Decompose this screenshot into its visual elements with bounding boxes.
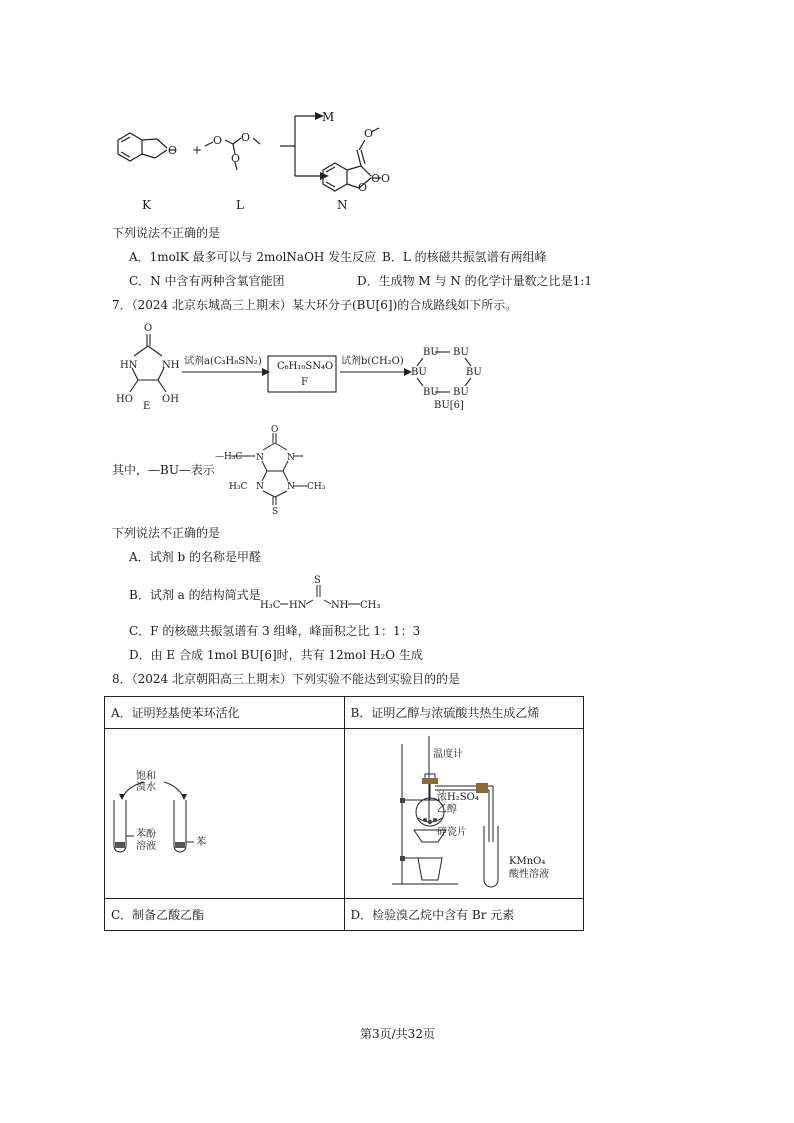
svg-text:—H₃C: —H₃C [215,452,243,462]
svg-text:N: N [256,482,264,492]
q6-option-c: C．N 中含有两种含氧官能团 [129,274,285,288]
svg-text:O: O [213,134,223,147]
svg-text:O: O [381,172,391,185]
q7-option-b: B．试剂 a 的结构简式是 [129,588,261,602]
q8-a-reagent-line1: 饱和 [136,771,156,782]
q7-box-label: F [301,377,308,388]
svg-text:O: O [241,131,251,144]
q6-label-m: M [322,110,335,124]
q8-diagram-b-apparatus [388,734,578,890]
q8-cell-d: D．检验溴乙烷中含有 Br 元素 [344,899,584,931]
q6-label-n: N [337,198,348,212]
q8-b-thermometer-label: 温度计 [433,749,463,760]
q6-label-k: K [142,198,151,212]
svg-text:HO: HO [116,394,133,405]
q7-bu-top-left: BU [423,347,439,358]
q6-plus-sign: + [192,143,203,157]
svg-text:NH: NH [331,600,349,611]
q7-bu-mid-left: BU [411,367,427,378]
svg-text:HN: HN [120,360,138,371]
q8-title: 8．（2024 北京朝阳高三上期末）下列实验不能达到实验目的的是 [112,672,460,686]
q6-option-a: A．1molK 最多可以与 2molNaOH 发生反应 [129,250,377,264]
svg-text:O: O [364,127,374,140]
svg-text:S: S [314,575,321,586]
svg-text:O: O [271,425,279,435]
svg-text:H₃C: H₃C [229,482,248,492]
q7-bu-note: 其中，—BU—表示 [112,463,215,477]
q7-bu-structure [215,425,335,517]
q7-bu6-label: BU[6] [434,400,464,411]
svg-text:O: O [144,323,153,334]
page-footer: 第3页/共32页 [360,1027,435,1041]
q6-label-l: L [236,198,244,212]
q7-bu-bot-left: BU [423,387,439,398]
q6-reaction-scheme [105,100,425,215]
q8-a-reagent-line2: 溴水 [136,782,156,793]
q6-option-d: D．生成物 M 与 N 的化学计量数之比是1:1 [357,274,592,288]
q7-reagent-a: 试剂a(C₃H₈SN₂) [184,356,262,367]
svg-text:NH: NH [162,360,180,371]
q8-a-tube2-label: 苯 [196,837,206,848]
q7-bu-top-right: BU [453,347,469,358]
q8-cell-a: A．证明羟基使苯环活化 [105,697,345,729]
q7-option-c: C．F 的核磁共振氢谱有 3 组峰，峰面积之比 1：1：3 [129,624,421,638]
q6-stem: 下列说法不正确的是 [112,226,221,240]
q7-thiourea-structure [260,573,385,611]
q8-b-ethanol-label: 乙醇 [437,804,457,815]
svg-text:O: O [371,172,381,185]
svg-text:CH₃: CH₃ [307,482,326,492]
svg-text:O: O [231,152,241,165]
q8-a-tube1-line2: 溶液 [136,841,156,852]
svg-text:OH: OH [162,394,179,405]
svg-text:O: O [358,181,368,194]
q6-option-b: B．L 的核磁共振氢谱有两组峰 [382,250,547,264]
svg-text:O: O [168,144,178,157]
q8-b-chips-label: 碎瓷片 [437,827,467,838]
q8-b-acid-label: 浓H₂SO₄ [437,792,479,803]
q7-compound-e: E [143,401,151,412]
q8-b-acidic-solution-label: 酸性溶液 [509,869,549,880]
q7-stem: 下列说法不正确的是 [112,526,221,540]
q8-a-tube1-line1: 苯酚 [136,829,156,840]
q8-cell-b: B．证明乙醇与浓硫酸共热生成乙烯 [344,697,584,729]
svg-text:N: N [287,482,295,492]
svg-text:S: S [272,507,279,517]
q7-bu-bot-right: BU [453,387,469,398]
q7-option-d: D．由 E 合成 1mol BU[6]时，共有 12mol H₂O 生成 [129,648,423,662]
svg-text:N: N [287,453,295,463]
q7-reagent-b: 试剂b(CH₂O) [341,356,404,367]
svg-text:N: N [256,453,264,463]
q8-b-kmno4-label: KMnO₄ [509,856,546,867]
q8-cell-c: C．制备乙酸乙酯 [105,899,345,931]
q7-option-a: A．试剂 b 的名称是甲醛 [129,550,261,564]
q7-bu-mid-right: BU [466,367,482,378]
svg-text:H₃C: H₃C [260,600,281,611]
q7-box-formula: C₆H₁₀SN₄O [277,361,334,372]
q7-title: 7．（2024 北京东城高三上期末）某大环分子(BU[6])的合成路线如下所示。 [112,298,518,312]
svg-text:CH₃: CH₃ [360,600,381,611]
svg-text:HN: HN [289,600,307,611]
